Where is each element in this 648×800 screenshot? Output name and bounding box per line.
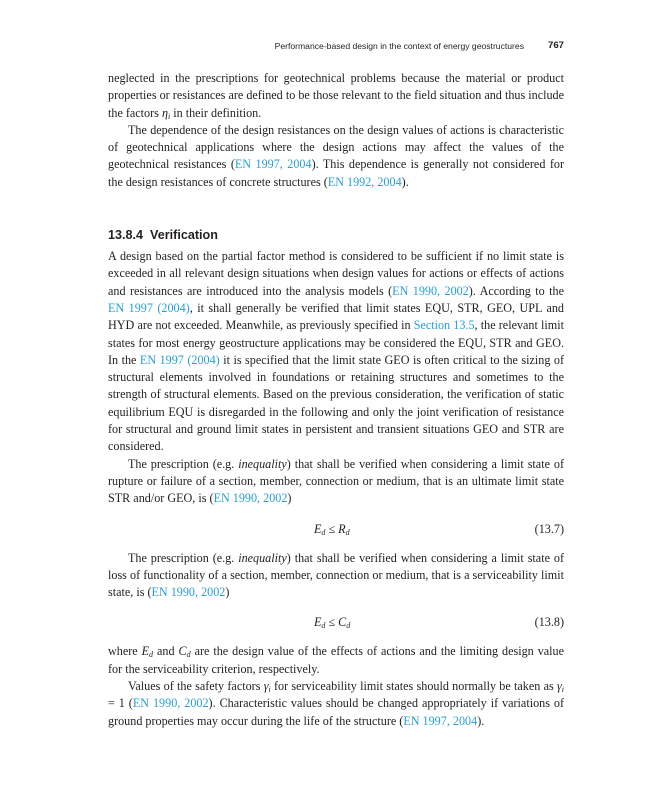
- paragraph-ultimate-limit: The prescription (e.g. inequality) that shall be verified when considering a limit state of rupture or failure of a section, member, connection or medium, that is an ultimate limit state STR and/or GEO, is (EN 1990, 2002): [108, 456, 564, 506]
- section-number: 13.8.4: [108, 228, 144, 243]
- equation-13-8: [108, 613, 564, 631]
- paragraph-serviceability-limit: The prescription (e.g. inequality) that shall be verified when considering a limit state of loss of functionality of a section, member, connection or medium, that is a serviceability limit state, is (EN 1990, 2002): [108, 550, 564, 600]
- equation-expression: $E_d \le C_d$: [314, 615, 351, 631]
- equation-number: (13.8): [534, 615, 564, 630]
- gamma-symbol: γ: [556, 679, 562, 694]
- citation-link[interactable]: EN 1990, 2002: [132, 696, 209, 711]
- equation-expression: $E_d \le R_d$: [314, 521, 350, 537]
- equation-number: (13.7): [534, 521, 564, 536]
- page-number: 767: [547, 40, 564, 51]
- page-body: [108, 70, 564, 730]
- paragraph-dependence: The dependence of the design resistances on the design values of actions is characteristic of geotechnical applications where the design actions may affect the values of the geotechnical resistances (EN 1997, 2004). This dependence is generally not considered for the design resistances of concrete structures (EN 1992, 2004).: [108, 122, 564, 189]
- paragraph-partial-factor: A design based on the partial factor method is considered to be sufficient if no limit state is exceeded in all relevant design situations when design values for actions or effects of actions and resistances are introduced into the analysis models (EN 1990, 2002). According to the EN 1997 (2004), it shall generally be verified that limit states EQU, STR, GEO, UPL and HYD are not exceeded. Meanwhile, as previously specified in Section 13.5, the relevant limit states for most energy geostructure applications may be considered the EQU, STR and GEO. In the EN 1997 (2004) it is specified that the limit state GEO is often critical to the sizing of structural elements involved in foundations or retaining structures and sometimes to the strength of structural elements. Based on the previous consideration, the verification of static equilibrium EQU is disregarded in the following and only the joint verification of resistance for structural and ground limit states in persistent and transient situations GEO and STR are considered.: [108, 249, 565, 454]
- page-header: [108, 38, 564, 54]
- eta-symbol: η: [161, 105, 168, 120]
- section-title: Verification: [150, 228, 218, 243]
- citation-link[interactable]: EN 1997, 2004: [403, 713, 478, 728]
- citation-link[interactable]: EN 1990, 2002: [151, 585, 226, 600]
- equation-13-7: [108, 520, 564, 538]
- citation-link[interactable]: EN 1990, 2002: [213, 491, 288, 506]
- paragraph-safety-factors: Values of the safety factors $\gamma_i$ for serviceability limit states should normally be taken as $\gamma_i = 1$ (EN 1990, 2002). Characteristic values should be changed appropriately if variations of ground properties may occur during the life of the structure (EN 1997, 2004).: [108, 679, 564, 728]
- citation-link[interactable]: EN 1990, 2002: [392, 283, 469, 298]
- paragraph-where: where $E_d$ and $C_d$ are the design value of the effects of actions and the limiting design value for the serviceability criterion, respectively.: [108, 644, 564, 676]
- citation-link[interactable]: EN 1997 (2004): [139, 352, 220, 367]
- section-link[interactable]: Section 13.5: [413, 318, 475, 333]
- paragraph-continued: neglected in the prescriptions for geotechnical problems because the material or product properties or resistances are defined to be those relevant to the field situation and thus include the factors $\eta_i$ in their definition.: [108, 71, 564, 121]
- running-title: Performance-based design in the context of energy geostructures: [274, 41, 524, 51]
- citation-link[interactable]: EN 1997, 2004: [234, 157, 312, 172]
- section-heading: [108, 227, 564, 243]
- citation-link[interactable]: EN 1992, 2004: [327, 174, 402, 189]
- gamma-symbol: γ: [263, 679, 269, 694]
- citation-link[interactable]: EN 1997 (2004): [108, 300, 190, 315]
